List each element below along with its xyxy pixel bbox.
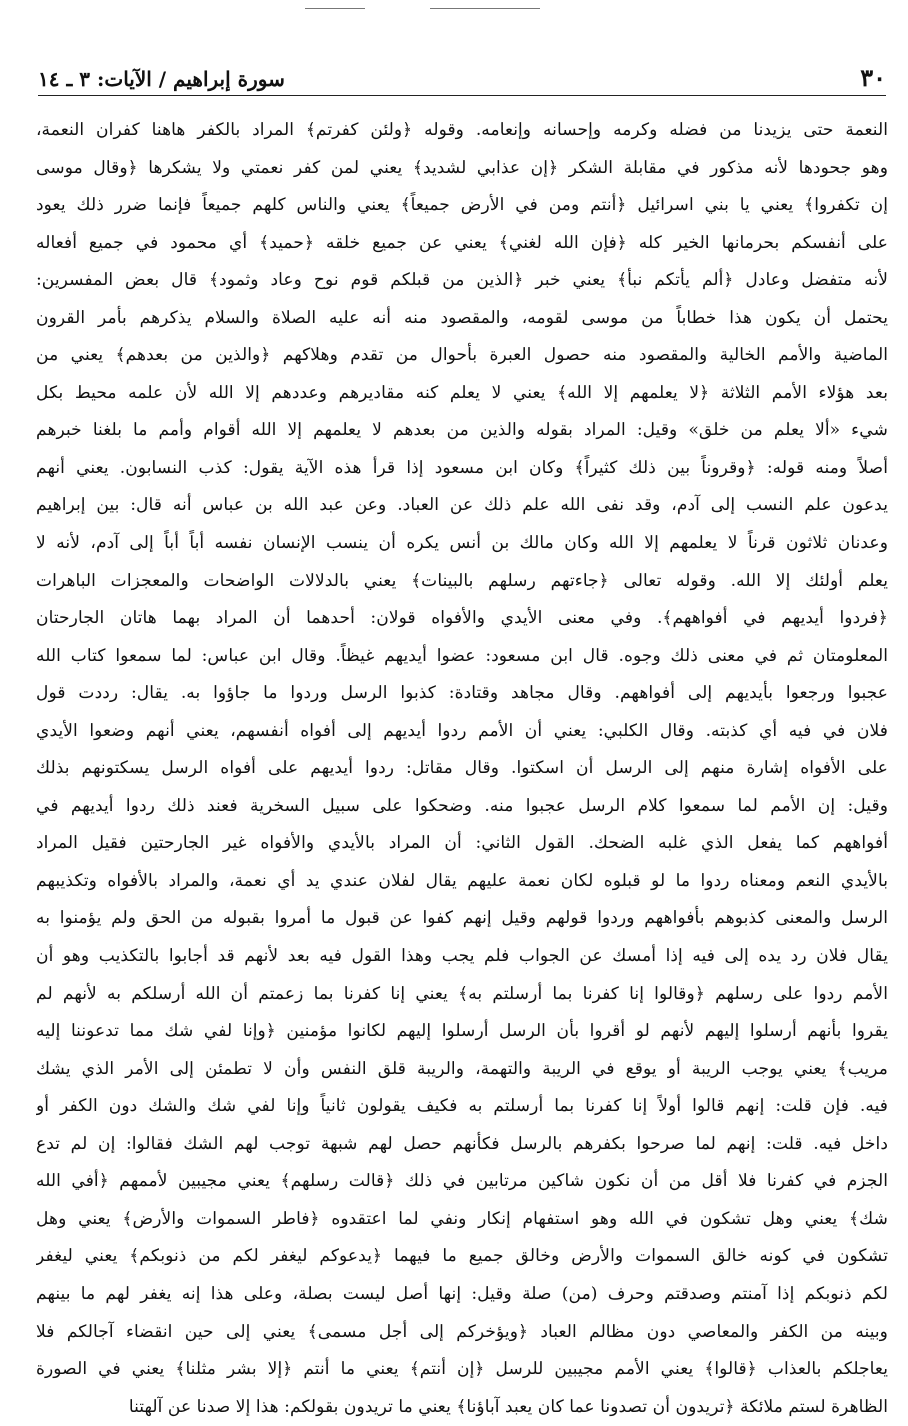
text-line: شك﴾ يعني وهل تشكون في الله وهو استفهام إنكار ونفي لما اعتقدوه ﴿فاطر السموات والأرض﴾ يعني وهل [36, 1208, 888, 1229]
text-line: الظاهرة لستم ملائكة ﴿تريدون أن تصدونا عما كان يعبد آباؤنا﴾ يعني ما تريدون بقولكم: هذا إلا صدنا عن آلهتنا [128, 1396, 888, 1417]
text-line: إن تكفروا﴾ يعني يا بني اسرائيل ﴿أنتم ومن في الأرض جميعاً﴾ يعني والناس كلهم جميعاً فإنما ضرر ذلك يعود [36, 195, 888, 216]
running-title: سورة إبراهيم / الآيات: ٣ ـ ١٤ [38, 67, 285, 91]
text-line: فلان في فيه أي كذبته. وقال الكلبي: يعني أن الأمم ردوا أيديهم إلى أفواه أنفسهم، يعني أنهم وضعوا الأيدي [36, 720, 888, 741]
text-line: وعدنان ثلاثون قرناً لا يعلمهم إلا الله وكان مالك بن أنس يكره أن ينسب الإنسان نفسه أباً أباً إلى آدم، لأنه لا [36, 533, 888, 554]
text-line: النعمة حتى يزيدنا من فضله وكرمه وإحسانه وإنعامه. وقوله ﴿ولئن كفرتم﴾ المراد بالكفر هاهنا كفران النعمة، [36, 120, 888, 140]
text-line: بعد هؤلاء الأمم الثلاثة ﴿لا يعلمهم إلا الله﴾ يعني لا يعلم كنه مقاديرهم وعددهم إلا الله لأن علمه محيط بكل [36, 382, 888, 403]
text-line: على أنفسكم بحرمانها الخير كله ﴿فإن الله لغني﴾ يعني عن جميع خلقه ﴿حميد﴾ أي محمود في جميع أفعاله [36, 232, 888, 253]
text-line: وقيل: إن الأمم لما سمعوا كلام الرسل عجبوا منه. وضحكوا على سبيل السخرية فعند ذلك ردوا أيديهم في [36, 795, 888, 816]
text-line: تشكون في كونه خالق السموات والأرض وخالق جميع ما فيهما ﴿يدعوكم ليغفر لكم من ذنوبكم﴾ يعني ليغفر [36, 1246, 888, 1267]
text-line: وهو جحودها لأنه مذكور في مقابلة الشكر ﴿إن عذابي لشديد﴾ يعني لمن كفر نعمتي ولا يشكرها ﴿وقال موسى [36, 157, 888, 178]
text-line: عجبوا ورجعوا بأيديهم إلى أفواههم. وقال مجاهد وقتادة: كذبوا الرسل وردوا ما جاؤوا به. يقال: رددت قول [36, 683, 888, 704]
text-line: على الأفواه إشارة منهم إلى الرسل أن اسكتوا. وقال مقاتل: ردوا أيديهم على أفواه الرسل يسكتونهم بذلك [36, 758, 888, 779]
text-line: الأمم ردوا على رسلهم ﴿وقالوا إنا كفرنا بما أرسلتم به﴾ يعني إنا كفرنا بما زعمتم أن الله أرسلكم به لأنهم لم [36, 983, 888, 1004]
text-line: يحتمل أن يكون هذا خطاباً من موسى لقومه، والمقصود منه أنه عليه الصلاة والسلام يذكرهم بأمر القرون [36, 307, 888, 328]
text-line: لكم ذنوبكم إذا آمنتم وصدقتم وحرف (من) صلة وقيل: إنها أصل ليست بصلة، وعلى هذا إنه يغفر لهم ما بينهم [36, 1283, 888, 1304]
text-line: لأنه متفضل وعادل ﴿ألم يأتكم نبأ﴾ يعني خبر ﴿الذين من قبلكم قوم نوح وعاد وثمود﴾ قال بعض المفسرين: [36, 270, 888, 291]
text-line: أصلاً ومنه قوله: ﴿وقروناً بين ذلك كثيراً﴾ وكان ابن مسعود إذا قرأ هذه الآية يقول: كذب النسابون. يعني أنهم [36, 457, 888, 478]
text-line: داخل فيه. قلت: إنهم لما صرحوا بكفرهم بالرسل فكأنهم حصل لهم شبهة توجب لهم الشك فقالوا: إن لم تدع [36, 1133, 888, 1154]
text-line: يدعون علم النسب إلى آدم، وقد نفى الله علم ذلك عن العباد. وعن عبد الله بن عباس أنه قال: بين إبراهيم [36, 495, 888, 516]
text-line: بالأيدي النعم ومعناه ردوا ما لو قبلوه لكان نعمة عليهم يقال لفلان عندي يد أي نعمة، والمراد بالأفواه وتكذيبهم [36, 870, 888, 891]
text-line: يقروا بأنهم أرسلوا إليهم لأنهم لو أقروا بأن الرسل أرسلوا إليهم لكانوا مؤمنين ﴿وإنا لفي شك مما تدعوننا إليه [36, 1021, 888, 1042]
text-line: يعلم أولئك إلا الله. وقوله تعالى ﴿جاءتهم رسلهم بالبينات﴾ يعني بالدلالات الواضحات والمعجزات الباهرات [36, 570, 888, 591]
text-line: يعاجلكم بالعذاب ﴿قالوا﴾ يعني الأمم مجيبين للرسل ﴿إن أنتم﴾ يعني ما أنتم ﴿إلا بشر مثلنا﴾ يعني في الصورة [36, 1359, 888, 1380]
text-line: أفواههم كما يفعل الذي غلبه الضحك. القول الثاني: أن المراد بالأيدي والأفواه غير الجارحتين فقيل المراد [36, 833, 888, 854]
text-line: الجزم في كفرنا فلا أقل من أن نكون شاكين مرتابين في ذلك ﴿قالت رسلهم﴾ يعني مجيبين لأممهم ﴿أفي الله [36, 1171, 888, 1192]
text-line: وبينه من الكفر والمعاصي دون مظالم العباد ﴿ويؤخركم إلى أجل مسمى﴾ يعني إلى حين انقضاء آجالكم فلا [36, 1321, 888, 1342]
top-rule-left [305, 8, 365, 9]
top-rule-right [430, 8, 540, 9]
text-line: شيء «ألا يعلم من خلق» وقيل: المراد بقوله والذين من بعدهم لا يعلمهم إلا الله أقوام وأمم ما بلغنا خبرهم [36, 420, 888, 441]
page-number: ٣٠ [860, 63, 886, 92]
text-line: الماضية والأمم الخالية والمقصود منه حصول العبرة بأحوال من تقدم وهلاكهم ﴿والذين من بعدهم﴾ يعني من [36, 345, 888, 366]
page-body [36, 112, 888, 1426]
running-head [38, 62, 886, 96]
text-line: ﴿فردوا أيديهم في أفواههم﴾. وفي معنى الأيدي والأفواه قولان: أحدهما أن المراد بهما هاتان الجارحتان [36, 608, 888, 629]
text-line: يقال فلان رد يده إلى فيه إذا أمسك عن الجواب فلم يجب وهذا القول فيه بعد لأنهم قد أجابوا بالتكذيب وهو أن [36, 946, 888, 967]
text-line: الرسل والمعنى كذبوهم بأفواههم وردوا قولهم وقيل إنهم كفوا عن قبول ما أمروا بقبوله من الحق ولم يؤمنوا به [36, 908, 888, 929]
text-line: المعلومتان ثم في معنى ذلك وجوه. قال ابن مسعود: عضوا أيديهم غيظاً. وقال ابن عباس: لما سمعوا كتاب الله [36, 645, 888, 666]
text-line: مريب﴾ يعني يوجب الريبة أو يوقع في الريبة والتهمة، والريبة قلق النفس وأن لا تطمئن إلى الأمر الذي يشك [36, 1058, 888, 1079]
text-line: فيه. فإن قلت: إنهم قالوا أولاً إنا كفرنا بما أرسلتم به فكيف يقولون ثانياً وإنا لفي شك والشك دون الكفر أو [36, 1096, 888, 1117]
